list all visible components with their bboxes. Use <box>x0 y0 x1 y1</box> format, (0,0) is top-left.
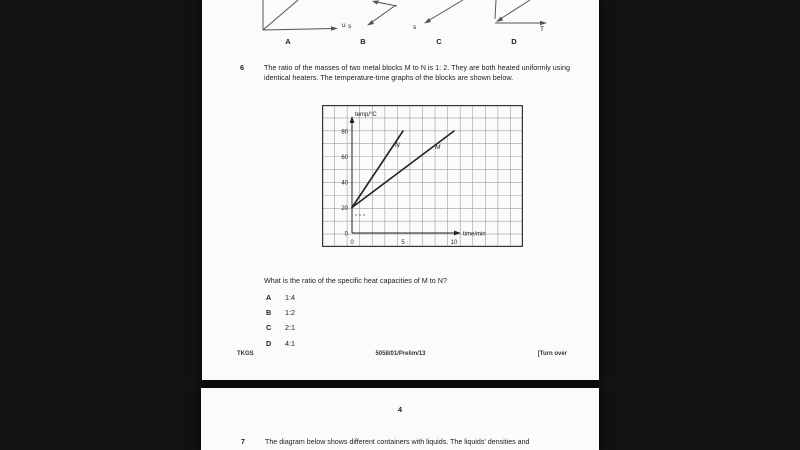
y-tick-label: 80 <box>341 129 348 136</box>
option-value: 2:1 <box>285 323 295 333</box>
x-tick-label: 5 <box>401 240 405 246</box>
graph-ylabel: temp/°C <box>355 112 377 118</box>
option-letter-b: B <box>360 37 366 46</box>
arrowhead-icon <box>496 17 503 23</box>
vector-label-s2: s <box>413 24 417 31</box>
footer-school: TKGS <box>237 351 254 357</box>
arrowhead-icon <box>540 21 547 26</box>
option-value: 1:2 <box>285 308 295 318</box>
option-letter-a: A <box>285 37 291 46</box>
question-6-stem: What is the ratio of the specific heat capacities of M to N? <box>264 276 447 285</box>
y-axis-arrowhead-icon <box>350 116 355 123</box>
line-label-m: M <box>435 144 441 151</box>
y-tick-label: 40 <box>341 180 348 187</box>
arrowhead-icon <box>372 0 379 4</box>
option-letter: B <box>266 308 272 318</box>
y-tick-label: 0 <box>344 231 348 238</box>
vector-label-u: u <box>342 22 346 29</box>
vector-label-t: T <box>540 26 544 33</box>
vector-diagram-c <box>424 0 463 24</box>
question-6-text: The ratio of the masses of two metal blocks M to N is 1: 2. They are both heated uniformly using identical heaters. The temperature-time graphs of the blocks are shown below. <box>264 63 570 83</box>
question-7-number: 7 <box>241 437 245 446</box>
temp-time-graph <box>322 105 523 247</box>
line-label-n: N <box>395 142 400 149</box>
exam-page-1 <box>202 0 599 380</box>
option-letter: A <box>266 293 272 302</box>
vector-label-s1: s <box>348 23 352 30</box>
arrowhead-icon <box>331 26 338 31</box>
option-letter-d: D <box>511 37 517 46</box>
x-tick-label: 10 <box>450 240 458 246</box>
question-6-options <box>266 293 295 348</box>
footer-turn-over: [Turn over <box>537 351 567 357</box>
graph-xlabel: time/min <box>463 231 486 238</box>
arrowhead-icon <box>424 18 431 24</box>
y-tick-label: 20 <box>341 206 348 212</box>
y-tick-label: 60 <box>341 155 348 161</box>
vector-options-figure <box>202 0 599 50</box>
vector-diagram-d <box>495 0 547 25</box>
page-2-number: 4 <box>397 405 403 414</box>
vector-diagram-a <box>263 0 338 31</box>
option-letter-c: C <box>436 37 442 46</box>
option-value: 1:4 <box>285 293 295 302</box>
option-letter: D <box>266 338 272 348</box>
option-value: 4:1 <box>285 338 295 348</box>
question-7-text: The diagram below shows different containers with liquids. The liquids' densities and <box>265 438 530 446</box>
vector-diagram-b <box>367 0 397 25</box>
option-letter: C <box>266 323 272 333</box>
footer-paper-code: 5058/01/Prelim/13 <box>375 351 426 357</box>
x-tick-label: 0 <box>350 240 354 246</box>
exam-page-2 <box>201 388 599 450</box>
question-6-number: 6 <box>240 63 244 72</box>
